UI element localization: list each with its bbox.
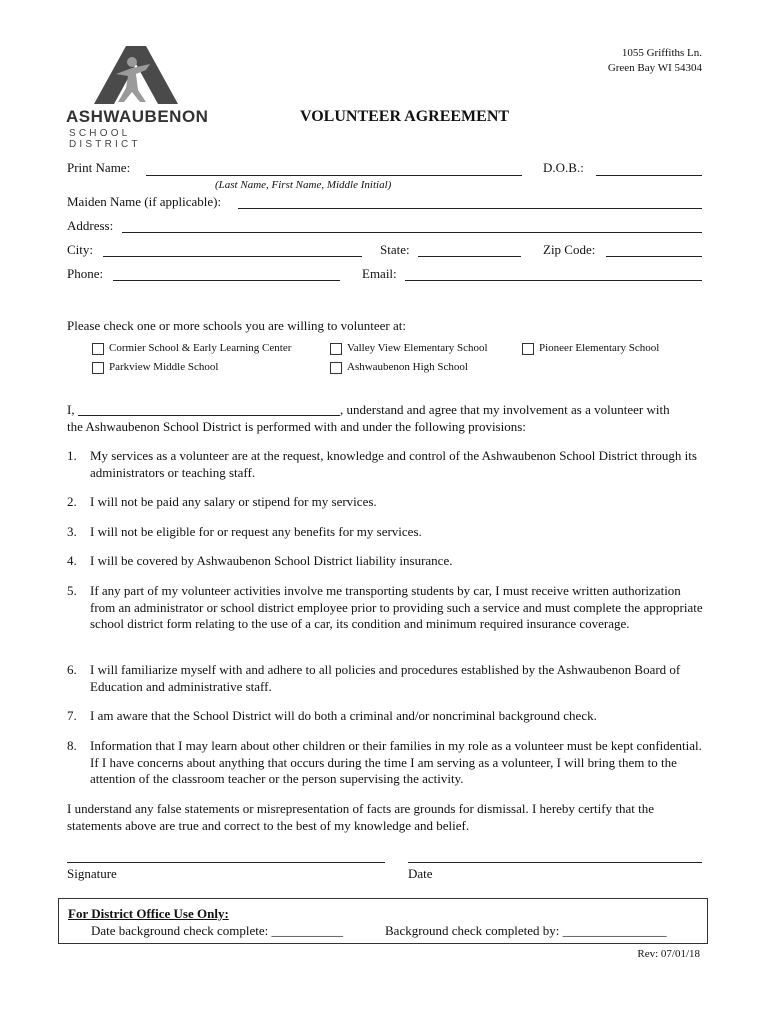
address-label: Address: [67, 218, 114, 233]
dob-field[interactable] [596, 175, 702, 176]
email-label: Email: [362, 266, 397, 281]
volunteer-name-field[interactable] [78, 415, 340, 416]
schools-prompt: Please check one or more schools you are willing to volunteer at: [67, 318, 406, 333]
signature-field[interactable] [67, 862, 385, 863]
office-use-heading: For District Office Use Only: [68, 906, 229, 921]
school-label-cormier: Cormier School & Early Learning Center [109, 342, 292, 354]
checkbox-cormier[interactable] [92, 343, 104, 355]
provision-text: I will familiarize myself with and adhere to all policies and procedures established by the Ashwaubenon Board of Education and administrative staff. [90, 662, 681, 694]
certification-text: I understand any false statements or misrepresentation of facts are grounds for dismissal. I hereby certify that the statements above are true and correct to the best of my knowledge and belief. [67, 801, 654, 833]
checkbox-parkview[interactable] [92, 362, 104, 374]
provision-number: 8. [67, 738, 77, 753]
provision-number: 6. [67, 662, 77, 677]
provision-item [67, 708, 707, 725]
checkbox-valley-view[interactable] [330, 343, 342, 355]
intro-prefix: I, [67, 402, 75, 417]
school-label-valley-view: Valley View Elementary School [347, 342, 488, 354]
district-logo [66, 44, 209, 150]
school-label-pioneer: Pioneer Elementary School [539, 342, 660, 354]
provision-item [67, 662, 707, 695]
provision-text: If any part of my volunteer activities involve me transporting students by car, I must receive written authorization from an administrator or school district employee prior to providing such a service and must complete the appropriate school district form relating to the use of a car, its condition and minimum required insurance coverage. [90, 583, 703, 631]
provision-number: 7. [67, 708, 77, 723]
provision-text: I will not be paid any salary or stipend for my services. [90, 494, 377, 509]
provision-text: I will be covered by Ashwaubenon School District liability insurance. [90, 553, 453, 568]
district-name: ASHWAUBENON [66, 107, 209, 126]
school-label-ashwaubenon-high: Ashwaubenon High School [347, 361, 468, 373]
provision-number: 4. [67, 553, 77, 568]
provision-item [67, 738, 707, 788]
provision-item [67, 583, 707, 633]
provision-item [67, 553, 707, 570]
date-field[interactable] [408, 862, 702, 863]
zip-label: Zip Code: [543, 242, 596, 257]
email-field[interactable] [405, 280, 702, 281]
provision-number: 1. [67, 448, 77, 463]
checkbox-pioneer[interactable] [522, 343, 534, 355]
background-check-date[interactable]: Date background check complete: ___________ [91, 923, 343, 938]
provision-item [67, 524, 707, 541]
provision-number: 2. [67, 494, 77, 509]
school-label-parkview: Parkview Middle School [109, 361, 219, 373]
provision-text: My services as a volunteer are at the request, knowledge and control of the Ashwaubenon School District through its administrators or teaching staff. [90, 448, 697, 480]
checkbox-ashwaubenon-high[interactable] [330, 362, 342, 374]
office-use-box [58, 898, 708, 944]
signature-label: Signature [67, 866, 117, 881]
dob-label: D.O.B.: [543, 160, 584, 175]
address-field[interactable] [122, 232, 702, 233]
provision-number: 3. [67, 524, 77, 539]
district-subtitle: SCHOOL DISTRICT [69, 128, 141, 150]
state-field[interactable] [418, 256, 521, 257]
maiden-name-field[interactable] [238, 208, 702, 209]
address-line-1: 1055 Griffiths Ln. [621, 47, 702, 59]
zip-field[interactable] [606, 256, 702, 257]
provision-text: I will not be eligible for or request any benefits for my services. [90, 524, 422, 539]
district-logo-mark [66, 44, 206, 106]
address-line-2: Green Bay WI 54304 [607, 62, 702, 74]
phone-field[interactable] [113, 280, 340, 281]
background-check-by[interactable]: Background check completed by: ________________ [385, 923, 667, 938]
provision-text: I am aware that the School District will do both a criminal and/or noncriminal background check. [90, 708, 597, 723]
provision-item [67, 494, 707, 511]
city-field[interactable] [103, 256, 362, 257]
print-name-label: Print Name: [67, 160, 131, 175]
print-name-field[interactable] [146, 175, 522, 176]
provision-number: 5. [67, 583, 77, 598]
page-title: VOLUNTEER AGREEMENT [300, 108, 510, 125]
state-label: State: [380, 242, 410, 257]
revision-label: Rev: 07/01/18 [637, 948, 700, 960]
intro-text: , understand and agree that my involvement as a volunteer with [340, 402, 670, 417]
phone-label: Phone: [67, 266, 104, 281]
date-label: Date [408, 866, 433, 881]
provision-text: Information that I may learn about other children or their families in my role as a volunteer must be kept confidential. If I have concerns about anything that occurs during the time I am serving as a volunteer, I will bring them to the attention of the classroom teacher or the person supervising the activity. [90, 738, 702, 786]
name-format-hint: (Last Name, First Name, Middle Initial) [215, 179, 392, 191]
intro-line-2: the Ashwaubenon School District is performed with and under the following provisions: [67, 419, 526, 434]
city-label: City: [67, 242, 94, 257]
provision-item [67, 448, 707, 481]
maiden-name-label: Maiden Name (if applicable): [67, 194, 222, 209]
